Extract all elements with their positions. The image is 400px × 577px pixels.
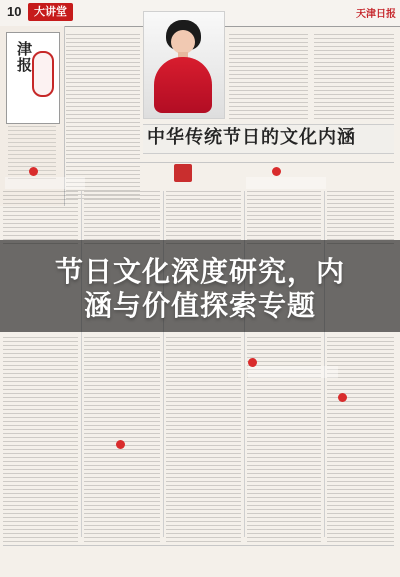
newspaper-brand: 天津日报	[356, 9, 396, 20]
article-column-mid-4	[247, 191, 321, 245]
photo-face	[171, 30, 195, 54]
section-marker-left	[29, 167, 38, 176]
article-column-mid-5	[327, 191, 394, 245]
lower-marker-3	[116, 440, 125, 449]
lower-marker-2	[338, 393, 347, 402]
speaker-photo	[144, 12, 224, 118]
right-subhead	[246, 177, 326, 189]
page-number: 10	[7, 4, 22, 19]
masthead-seal	[32, 51, 54, 97]
bottom-divider	[3, 545, 394, 546]
top-divider	[66, 162, 394, 163]
masthead-title: 津报	[15, 41, 33, 73]
article-column-mid-1	[3, 191, 78, 245]
section-tag: 大讲堂	[28, 3, 73, 21]
lower-marker-1	[248, 358, 257, 367]
article-column-top-right-1	[229, 34, 308, 122]
overlay-title: 节日文化深度研究，内 涵与价值探索专题	[54, 255, 345, 322]
article-column-lower-3	[166, 337, 241, 545]
masthead-box	[6, 32, 60, 124]
section-badge	[174, 164, 192, 182]
article-column-top-right-2	[314, 34, 394, 122]
section-marker-right	[272, 167, 281, 176]
lower-right-subhead	[248, 366, 338, 378]
main-headline: 中华传统节日的文化内涵	[147, 127, 356, 148]
article-column-mid-3	[166, 191, 241, 245]
left-subhead	[5, 177, 85, 189]
article-column-mid-2	[84, 191, 160, 245]
headline-band	[143, 124, 394, 154]
article-column-lower-1	[3, 337, 78, 545]
photo-coat	[154, 57, 212, 113]
